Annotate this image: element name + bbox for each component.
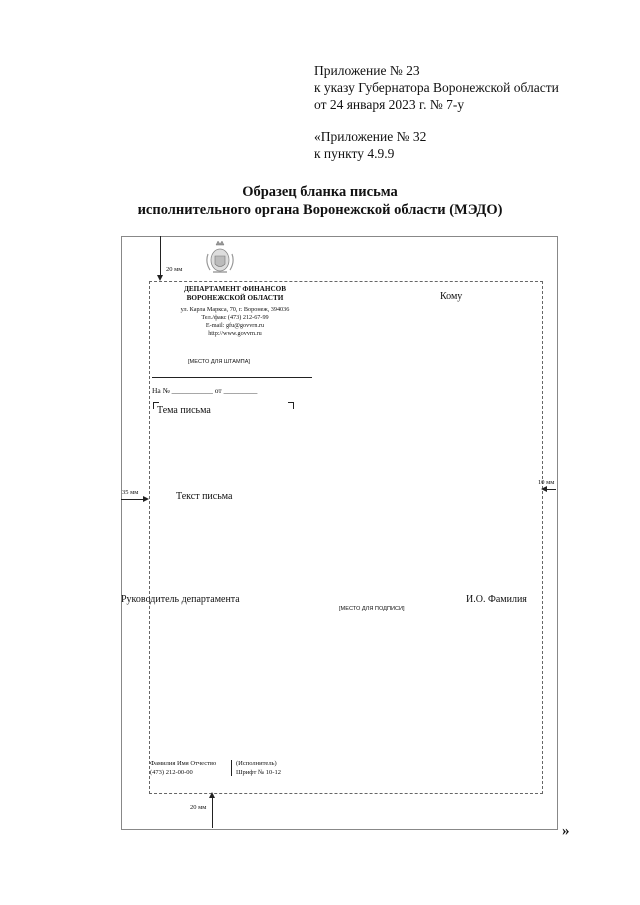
page-subtitle: исполнительного органа Воронежской области (МЭДО) xyxy=(137,202,503,218)
appendix-date: от 24 января 2023 г. № 7-у xyxy=(314,97,465,112)
right-margin-line xyxy=(547,489,556,490)
subject-bracket-right xyxy=(288,402,294,409)
reference-number-line: На № ___________ от _________ xyxy=(152,386,258,395)
form-inner-frame xyxy=(149,281,543,794)
executor-bracket xyxy=(231,760,235,776)
org-email: E-mail: gfu@govvrn.ru xyxy=(205,322,265,329)
page-title: Образец бланка письма xyxy=(242,184,398,200)
left-margin-arrow-icon xyxy=(143,496,149,502)
signer-title: Руководитель департамента xyxy=(121,594,240,605)
org-website: http://www.govvrn.ru xyxy=(208,330,262,337)
bottom-margin-line xyxy=(212,798,213,828)
bottom-margin-label: 20 мм xyxy=(190,804,207,811)
signer-name: И.О. Фамилия xyxy=(466,594,527,605)
top-margin-arrow-icon xyxy=(157,275,163,281)
stamp-placeholder: [МЕСТО ДЛЯ ШТАМПА] xyxy=(188,359,250,365)
executor-phone: (473) 212-00-00 xyxy=(150,769,193,776)
org-name-line1: ДЕПАРТАМЕНТ ФИНАНСОВ xyxy=(183,285,287,293)
org-phone: Тел./факс (473) 212-67-99 xyxy=(201,314,269,321)
inner-appendix-number: «Приложение № 32 xyxy=(314,129,427,144)
org-address: ул. Карла Маркса, 70, г. Воронеж, 394036 xyxy=(180,306,290,313)
executor-note: (Исполнитель) xyxy=(236,760,277,767)
letter-subject: Тема письма xyxy=(157,405,211,416)
right-margin-label: 10 мм xyxy=(538,479,555,486)
font-size-note: Шрифт № 10-12 xyxy=(236,769,281,776)
top-margin-label: 20 мм xyxy=(166,266,183,273)
coat-of-arms-icon xyxy=(205,240,235,276)
left-margin-label: 35 мм xyxy=(122,489,139,496)
top-margin-line xyxy=(160,236,161,275)
appendix-number: Приложение № 23 xyxy=(314,63,420,78)
appendix-decree: к указу Губернатора Воронежской области xyxy=(314,80,559,95)
org-name-line2: ВОРОНЕЖСКОЙ ОБЛАСТИ xyxy=(186,294,284,302)
recipient-label: Кому xyxy=(440,291,463,302)
left-margin-line xyxy=(121,499,143,500)
stamp-underline xyxy=(152,377,312,378)
closing-quote: » xyxy=(562,823,570,839)
executor-name: Фамилия Имя Отчество xyxy=(150,760,217,767)
inner-appendix-clause: к пункту 4.9.9 xyxy=(314,146,395,161)
signature-placeholder: [МЕСТО ДЛЯ ПОДПИСИ] xyxy=(339,606,405,612)
letter-body-text: Текст письма xyxy=(176,491,233,502)
